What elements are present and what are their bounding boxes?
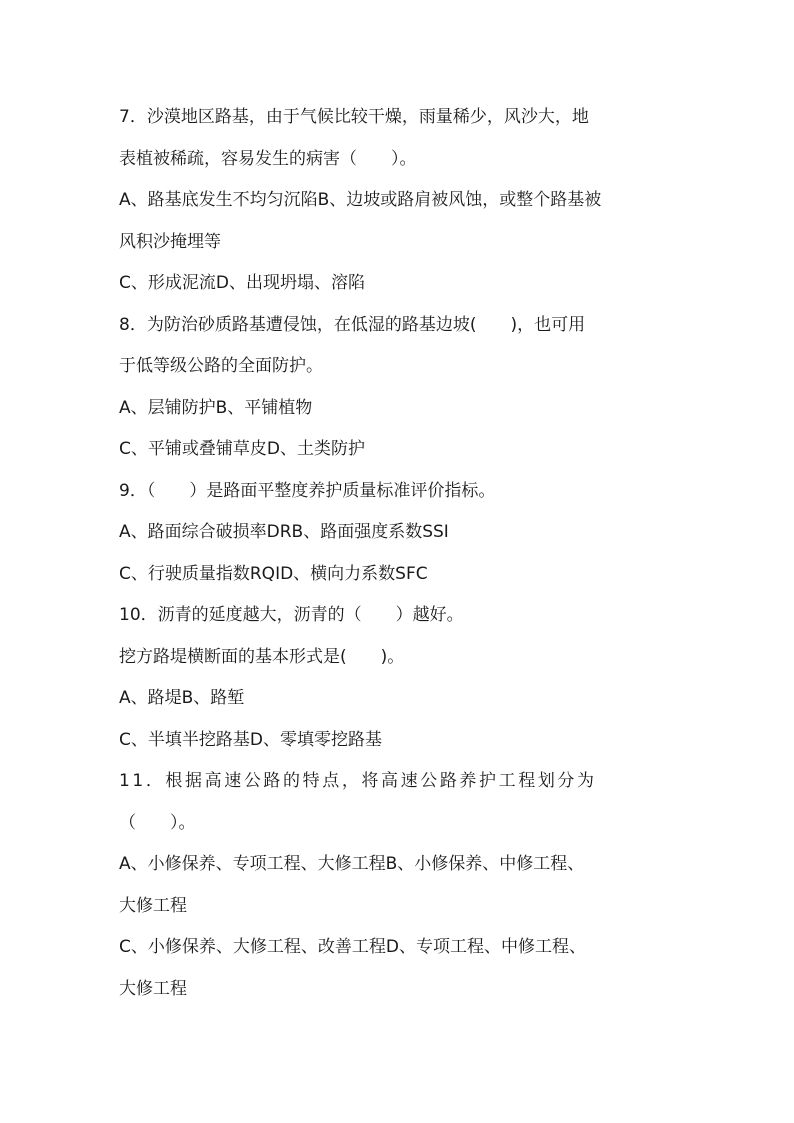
q7-option-ab-line-2: 风积沙掩埋等 [119, 231, 221, 252]
q10-sub-question: 挖方路堤横断面的基本形式是( )。 [119, 646, 405, 667]
q8-option-ab: A、层铺防护B、平铺植物 [119, 397, 313, 418]
q8-option-cd: C、平铺或叠铺草皮D、土类防护 [119, 439, 365, 459]
q11-option-cd-line-2: 大修工程 [119, 978, 187, 999]
q11-option-ab-line-2: 大修工程 [119, 895, 187, 916]
q9-option-cd: C、行驶质量指数RQID、横向力系数SFC [119, 563, 428, 584]
question-text-block [119, 97, 679, 1010]
q10-option-ab: A、路堤B、路堑 [119, 688, 245, 708]
q8-line-2: 于低等级公路的全面防护。 [119, 356, 323, 376]
q10-line: 10．沥青的延度越大，沥青的（ ）越好。 [119, 605, 464, 625]
q11-line-1: 11．根据高速公路的特点，将高速公路养护工程划分为 [119, 771, 597, 791]
q11-line-2: （ ）。 [119, 812, 196, 833]
q10-option-cd: C、半填半挖路基D、零填零挖路基 [119, 729, 382, 750]
q11-option-cd-line-1: C、小修保养、大修工程、改善工程D、专项工程、中修工程、 [119, 937, 586, 957]
q9-line: 9．（ ）是路面平整度养护质量标准评价指标。 [119, 480, 496, 501]
q9-option-ab: A、路面综合破损率DRB、路面强度系数SSI [119, 522, 449, 542]
q7-option-cd: C、形成泥流D、出现坍塌、溶陷 [119, 273, 365, 293]
q8-line-1: 8．为防治砂质路基遭侵蚀，在低湿的路基边坡( )，也可用 [119, 314, 586, 335]
q7-option-ab-line-1: A、路基底发生不均匀沉陷B、边坡或路肩被风蚀，或整个路基被 [119, 190, 602, 210]
q7-line-2: 表植被稀疏，容易发生的病害（ ）。 [119, 148, 417, 169]
q11-option-ab-line-1: A、小修保养、专项工程、大修工程B、小修保养、中修工程、 [119, 854, 585, 874]
q7-line-1: 7．沙漠地区路基，由于气候比较干燥，雨量稀少，风沙大，地 [119, 107, 589, 127]
